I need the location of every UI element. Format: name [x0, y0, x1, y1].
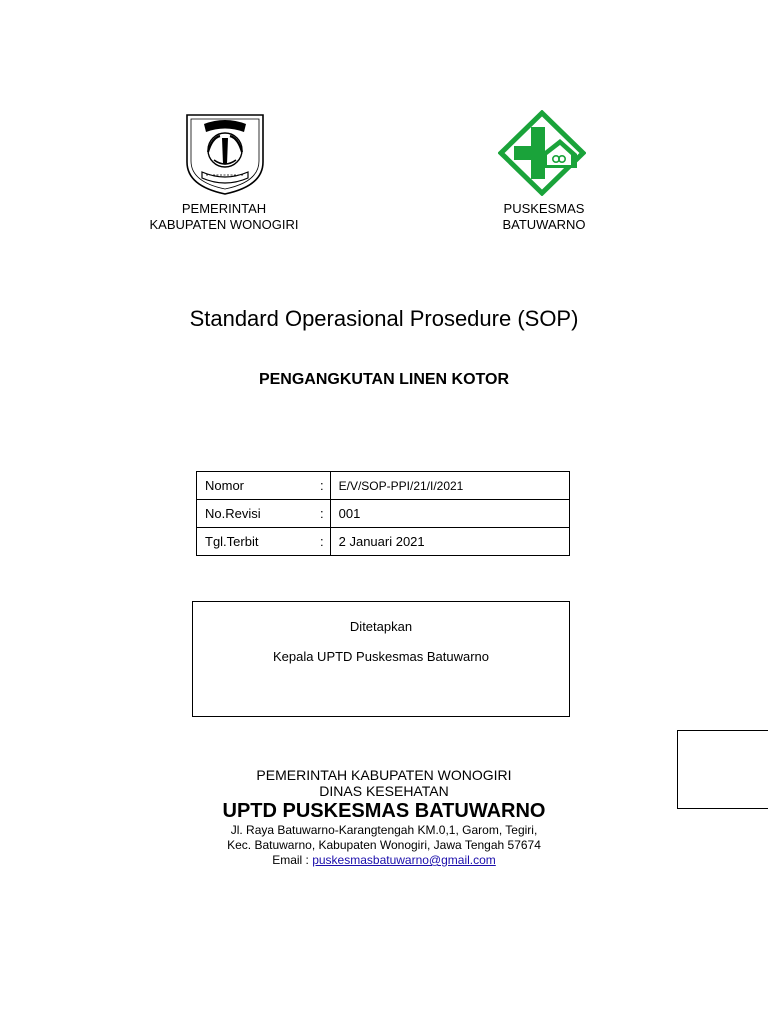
meta-label: Tgl.Terbit — [197, 528, 321, 556]
footer-email-label: Email : — [272, 853, 313, 867]
puskesmas-emblem-icon — [498, 110, 586, 196]
meta-value: 2 Januari 2021 — [330, 528, 569, 556]
footer-email-link[interactable]: puskesmasbatuwarno@gmail.com — [312, 853, 496, 867]
table-row — [197, 500, 570, 528]
table-row — [197, 528, 570, 556]
approval-position: Kepala UPTD Puskesmas Batuwarno — [272, 649, 490, 664]
header-left-line1: PEMERINTAH — [181, 201, 267, 216]
table-row — [197, 472, 570, 500]
document-meta-table — [196, 471, 570, 556]
footer-department: DINAS KESEHATAN — [319, 783, 449, 799]
footer-address-line1: Jl. Raya Batuwarno-Karangtengah KM.0,1, Garom, Tegiri, — [230, 823, 538, 837]
header-right-text — [444, 201, 644, 233]
footer-government: PEMERINTAH KABUPATEN WONOGIRI — [256, 767, 512, 783]
meta-separator: : — [320, 528, 330, 556]
meta-value: E/V/SOP-PPI/21/I/2021 — [330, 472, 569, 500]
meta-separator: : — [320, 500, 330, 528]
approval-box — [192, 601, 570, 717]
header-right-line2: BATUWARNO — [502, 217, 586, 232]
meta-separator: : — [320, 472, 330, 500]
footer-block — [0, 767, 768, 868]
meta-label: No.Revisi — [197, 500, 321, 528]
meta-value: 001 — [330, 500, 569, 528]
header-left-text — [114, 201, 334, 233]
header-right-line1: PUSKESMAS — [503, 201, 585, 216]
header-left-line2: KABUPATEN WONOGIRI — [149, 217, 299, 232]
approval-label: Ditetapkan — [349, 619, 413, 634]
footer-organization: UPTD PUSKESMAS BATUWARNO — [222, 800, 546, 822]
footer-address-line2: Kec. Batuwarno, Kabupaten Wonogiri, Jawa Tengah 57674 — [227, 838, 541, 852]
document-subject: PENGANGKUTAN LINEN KOTOR — [258, 371, 510, 388]
footer-email-line — [0, 853, 768, 868]
meta-label: Nomor — [197, 472, 321, 500]
wonogiri-crest-icon — [184, 112, 266, 196]
sop-title: Standard Operasional Prosedure (SOP) — [189, 306, 579, 331]
